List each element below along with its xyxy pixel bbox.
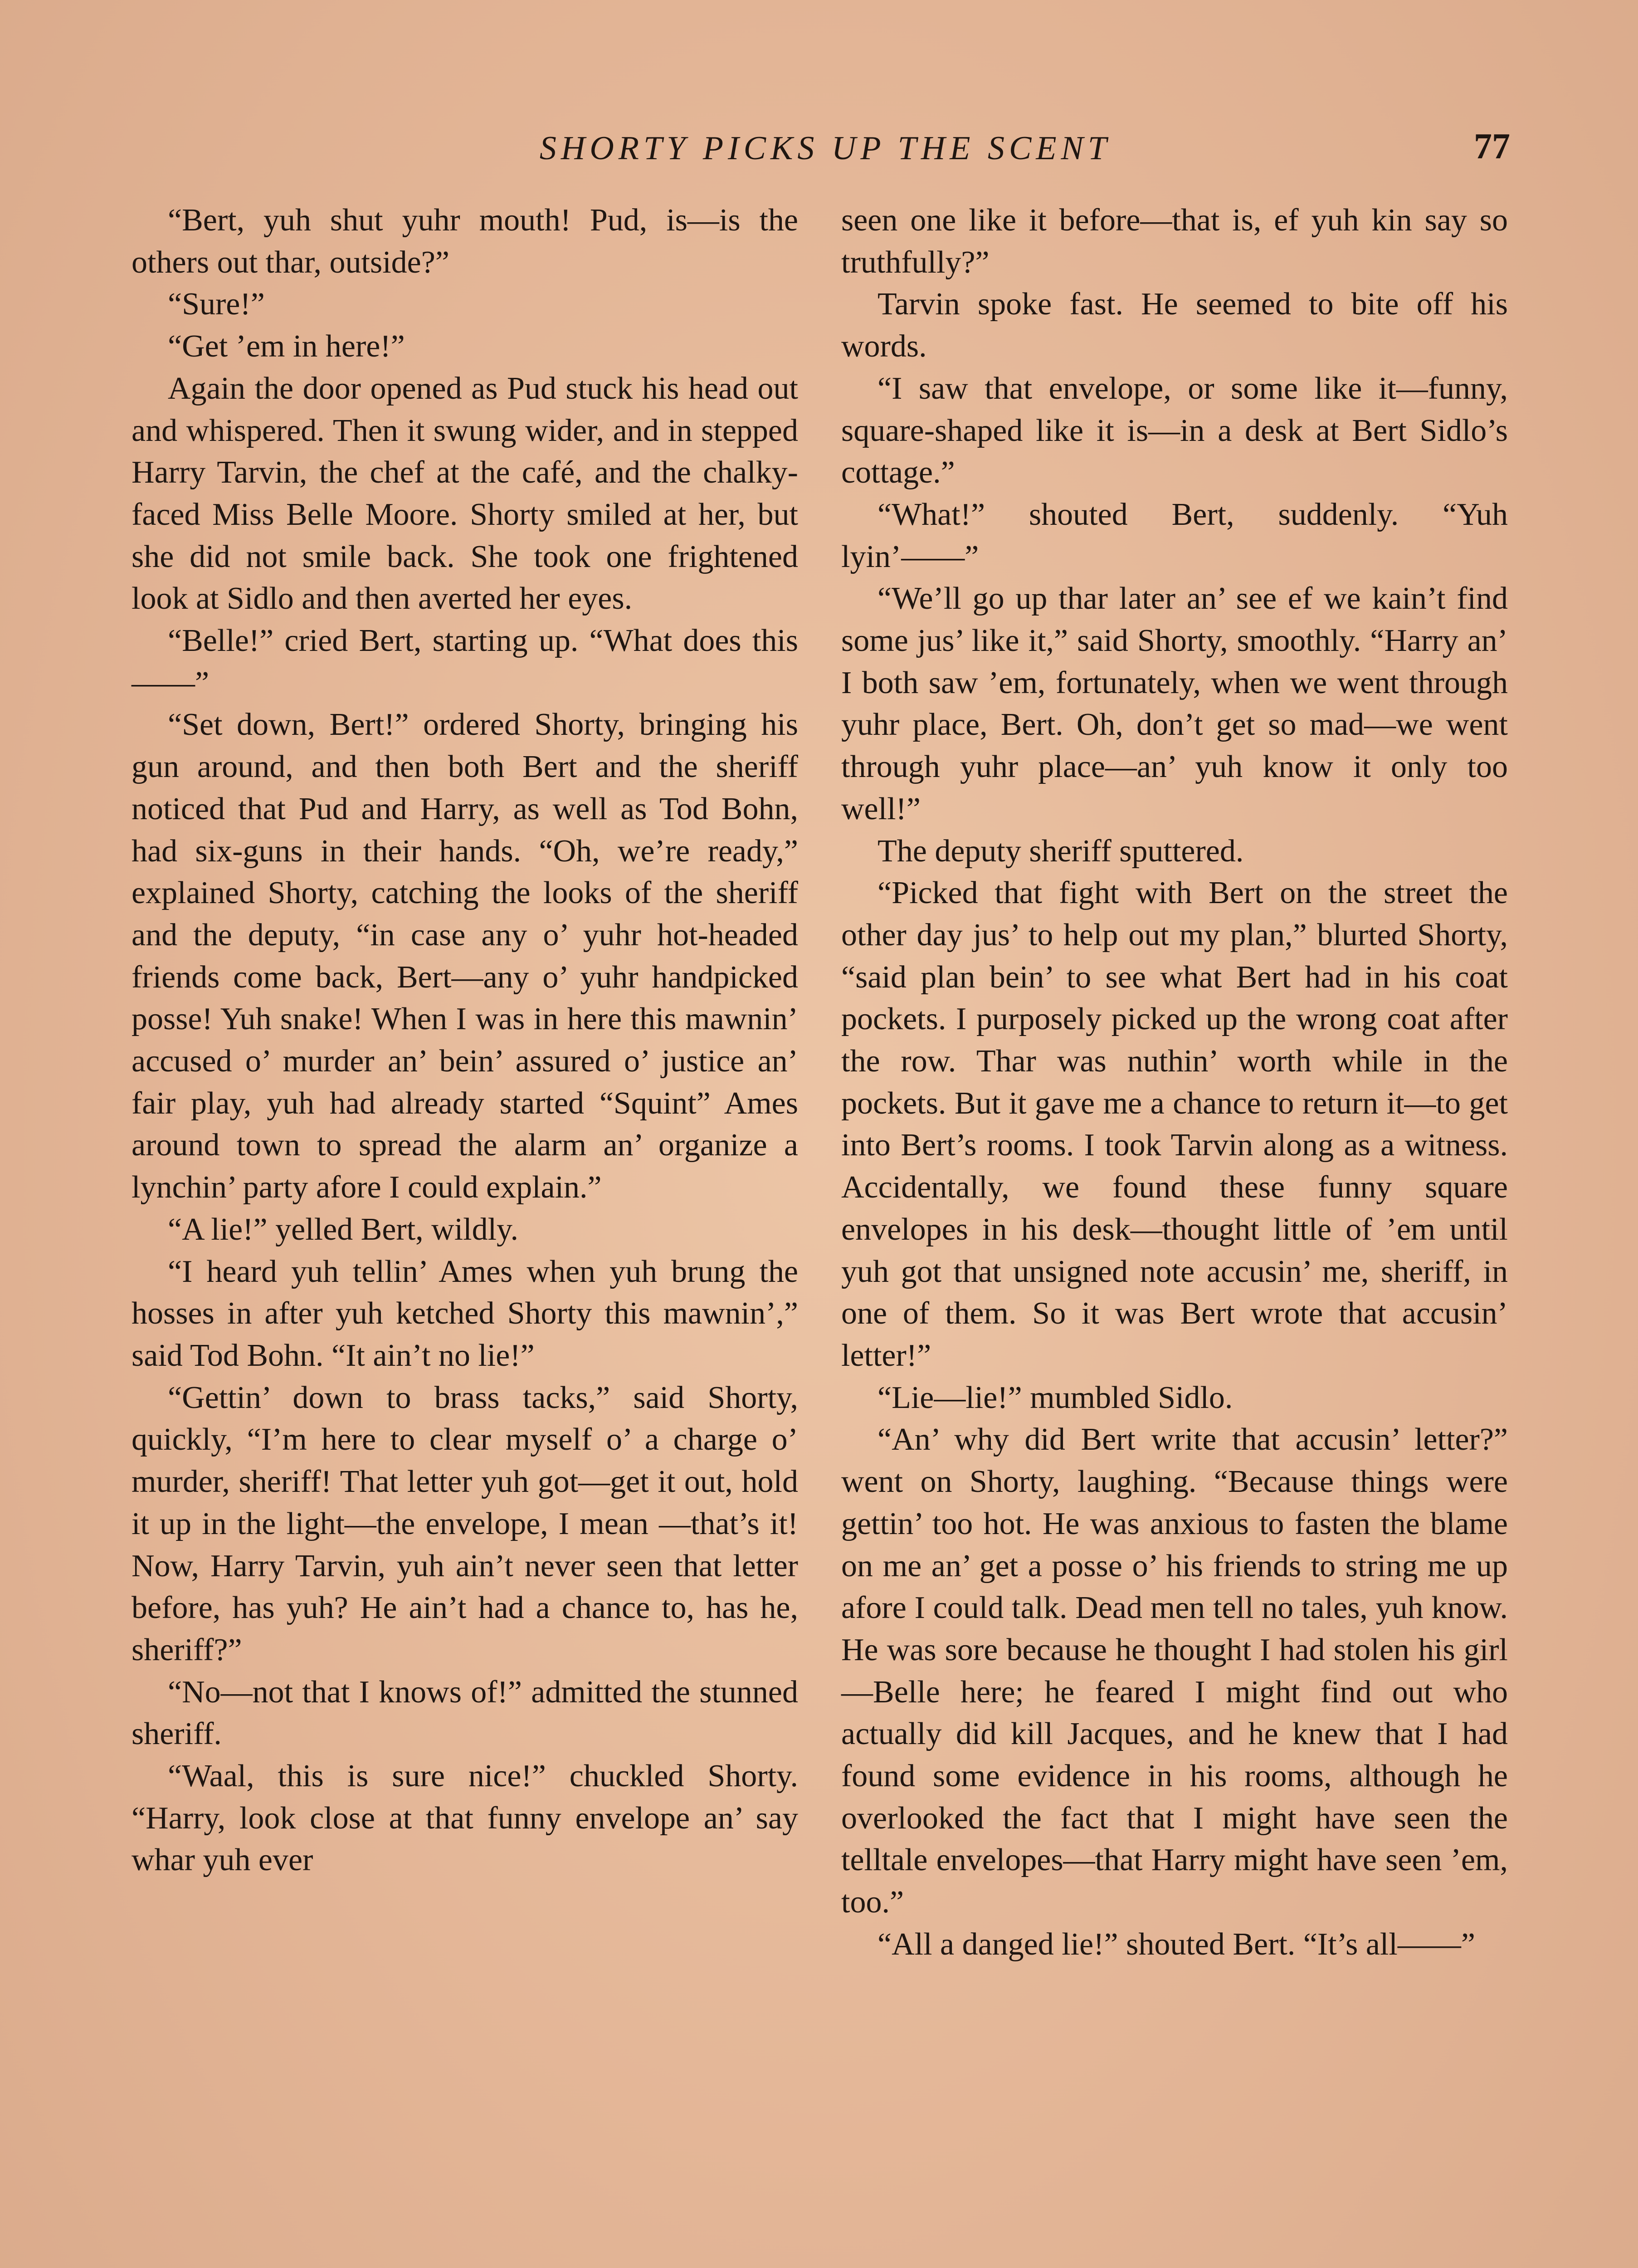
paragraph: “Picked that fight with Bert on the street the other day jus’ to help out my plan,” blurted Shorty, “said plan bein’ to see what Bert had in his coat pockets. I purposely picked up the wrong coat after the row. Thar was nuthin’ worth while in the pockets. But it gave me a chance to return it—to get into Bert’s rooms. I took Tarvin along as a witness. Accidentally, we found these funny square envelopes in his desk—thought little of ’em until yuh got that unsigned note accusin’ me, sheriff, in one of them. So it was Bert wrote that accusin’ letter!” [841, 875, 1508, 1373]
paragraph: “Get ’em in here!” [168, 329, 405, 364]
paragraph: “Gettin’ down to brass tacks,” said Shorty, quickly, “I’m here to clear myself o’ a charge o’ murder, sheriff! That letter yuh got—get it out, hold it up in the light—the envelope, I mean —that’s it! Now, Harry Tarvin, yuh ain’t never seen that letter before, has yuh? He ain’t had a chance to, has he, sheriff?” [132, 1380, 798, 1667]
paragraph: Again the door opened as Pud stuck his head out and whispered. Then it swung wider, and in stepped Harry Tarvin, the chef at the café, and the chalky-faced Miss Belle Moore. Shorty smiled at her, but she did not smile back. She took one frightened look at Sidlo and then averted her eyes. [132, 371, 798, 616]
paragraph: “A lie!” yelled Bert, wildly. [168, 1212, 519, 1247]
paragraph: “Set down, Bert!” ordered Shorty, bringing his gun around, and then both Bert and the sheriff noticed that Pud and Harry, as well as Tod Bohn, had six-guns in their hands. “Oh, we’re ready,” explained Shorty, catching the looks of the sheriff and the deputy, “in case any o’ yuhr hot-headed friends come back, Bert—any o’ yuhr handpicked posse! Yuh snake! When I was in here this mawnin’ accused o’ murder an’ bein’ assured o’ justice an’ fair play, yuh had already started “Squint” Ames around town to spread the alarm an’ organize a lynchin’ party afore I could explain.” [132, 707, 798, 1205]
paragraph: “We’ll go up thar later an’ see ef we kain’t find some jus’ like it,” said Shorty, smoothly. “Harry an’ I both saw ’em, fortunately, when we went through yuhr place, Bert. Oh, don’t get so mad—we went through yuhr place—an’ yuh know it only too well!” [841, 581, 1508, 826]
paragraph: “I saw that envelope, or some like it—funny, square-shaped like it is—in a desk at Bert Sidlo’s cottage.” [841, 371, 1508, 490]
paragraph: “What!” shouted Bert, suddenly. “Yuh lyin’——” [841, 497, 1508, 574]
paragraph: “An’ why did Bert write that accusin’ letter?” went on Shorty, laughing. “Because things were gettin’ too hot. He was anxious to fasten the blame on me an’ get a posse o’ his friends to string me up afore I could talk. Dead men tell no tales, yuh know. He was sore because he thought I had stolen his girl—Belle here; he feared I might find out who actually did kill Jacques, and he knew that I had found some evidence in his rooms, although he overlooked the fact that I might have seen the telltale envelopes—that Harry might have seen ’em, too.” [841, 1422, 1508, 1920]
paragraph: “Lie—lie!” mumbled Sidlo. [878, 1380, 1233, 1415]
paragraph: “Waal, this is sure nice!” chuckled Shorty. “Harry, look close at that funny envelope an’ say whar yuh ever [132, 1759, 798, 1878]
paragraph: “All a danged lie!” shouted Bert. “It’s all——” [878, 1926, 1475, 1962]
paragraph-continued: seen one like it before—that is, ef yuh kin say so truthfully?” [841, 203, 1508, 280]
paragraph: “I heard yuh tellin’ Ames when yuh brung the hosses in after yuh ketched Shorty this mawnin’,” said Tod Bohn. “It ain’t no lie!” [132, 1254, 798, 1373]
paragraph: “Bert, yuh shut yuhr mouth! Pud, is—is the others out thar, outside?” [132, 203, 798, 280]
right-column [841, 200, 1508, 1966]
left-column [132, 200, 798, 1882]
paragraph: “Belle!” cried Bert, starting up. “What does this——” [132, 623, 798, 700]
paragraph: “No—not that I knows of!” admitted the stunned sheriff. [132, 1674, 798, 1752]
paragraph: The deputy sheriff sputtered. [878, 833, 1244, 869]
page-number: 77 [1474, 127, 1510, 166]
running-title: SHORTY PICKS UP THE SCENT [539, 130, 1112, 167]
paragraph: Tarvin spoke fast. He seemed to bite off his words. [841, 287, 1508, 364]
paragraph: “Sure!” [168, 287, 265, 322]
